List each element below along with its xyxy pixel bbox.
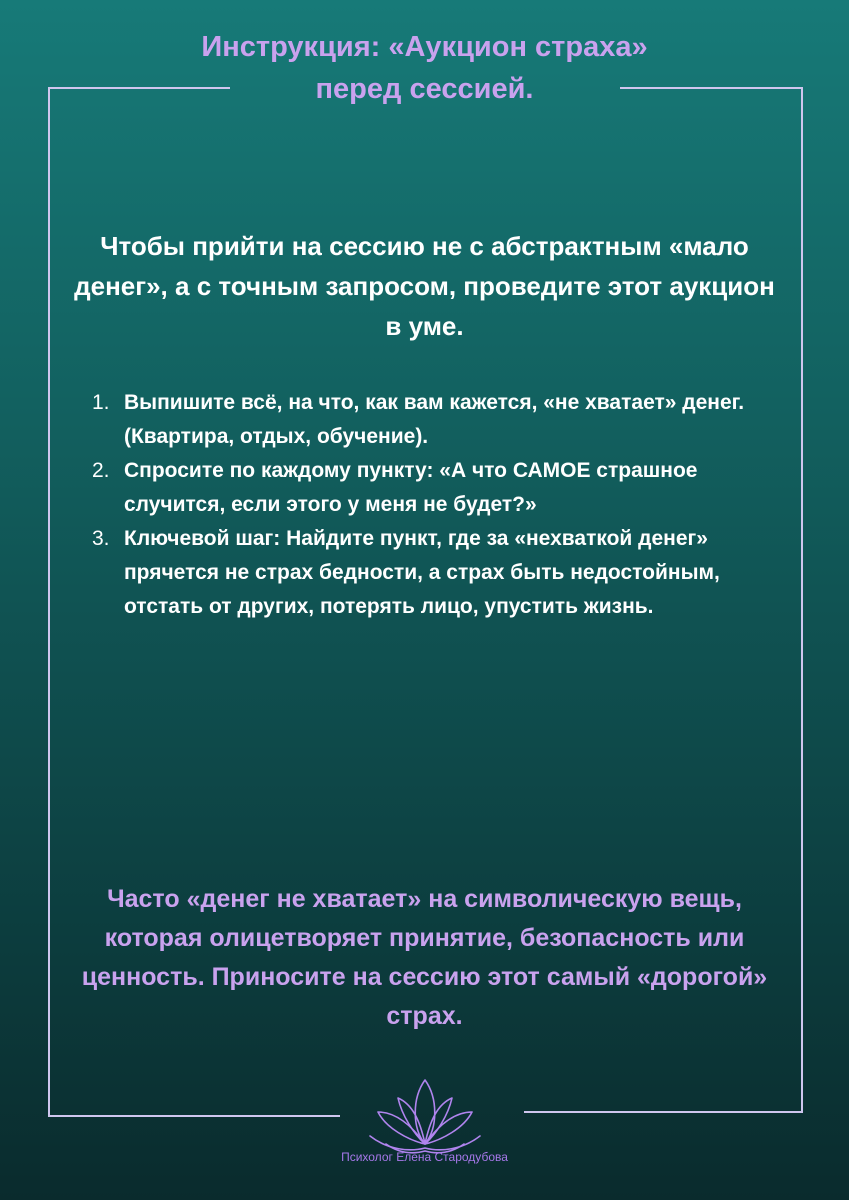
step-text: Ключевой шаг: Найдите пункт, где за «нехваткой денег» прячется не страх бедности, а страх быть недостойным, отстать от других, потерять лицо, упустить жизнь. [124,527,720,618]
steps-list [92,386,772,624]
intro-text: Чтобы прийти на сессию не с абстрактным «мало денег», а с точным запросом, проведите этот аукцион в уме. [74,231,775,341]
list-item [92,522,772,624]
step-number: 1. [92,391,110,414]
step-text: Спросите по каждому пункту: «А что САМОЕ страшное случится, если этого у меня не будет?» [124,459,698,516]
step-text: Выпишите всё, на что, как вам кажется, «не хватает» денег. (Квартира, отдых, обучение). [124,391,745,448]
list-item [92,386,772,454]
author-signature: Психолог Елена Стародубова [341,1150,508,1164]
frame-right [801,87,803,1113]
page-title: Инструкция: «Аукцион страха» перед сессией. [201,31,648,105]
frame-bottom-right [524,1111,803,1113]
frame-left [48,87,50,1117]
frame-bottom-left [48,1115,340,1117]
lotus-icon [364,1078,486,1158]
list-item [92,454,772,522]
step-number: 2. [92,459,110,482]
step-number: 3. [92,527,110,550]
closing-text: Часто «денег не хватает» на символическую вещь, которая олицетворяет принятие, безопасность или ценность. Приносите на сессию этот самый «дорогой» страх. [81,885,768,1030]
